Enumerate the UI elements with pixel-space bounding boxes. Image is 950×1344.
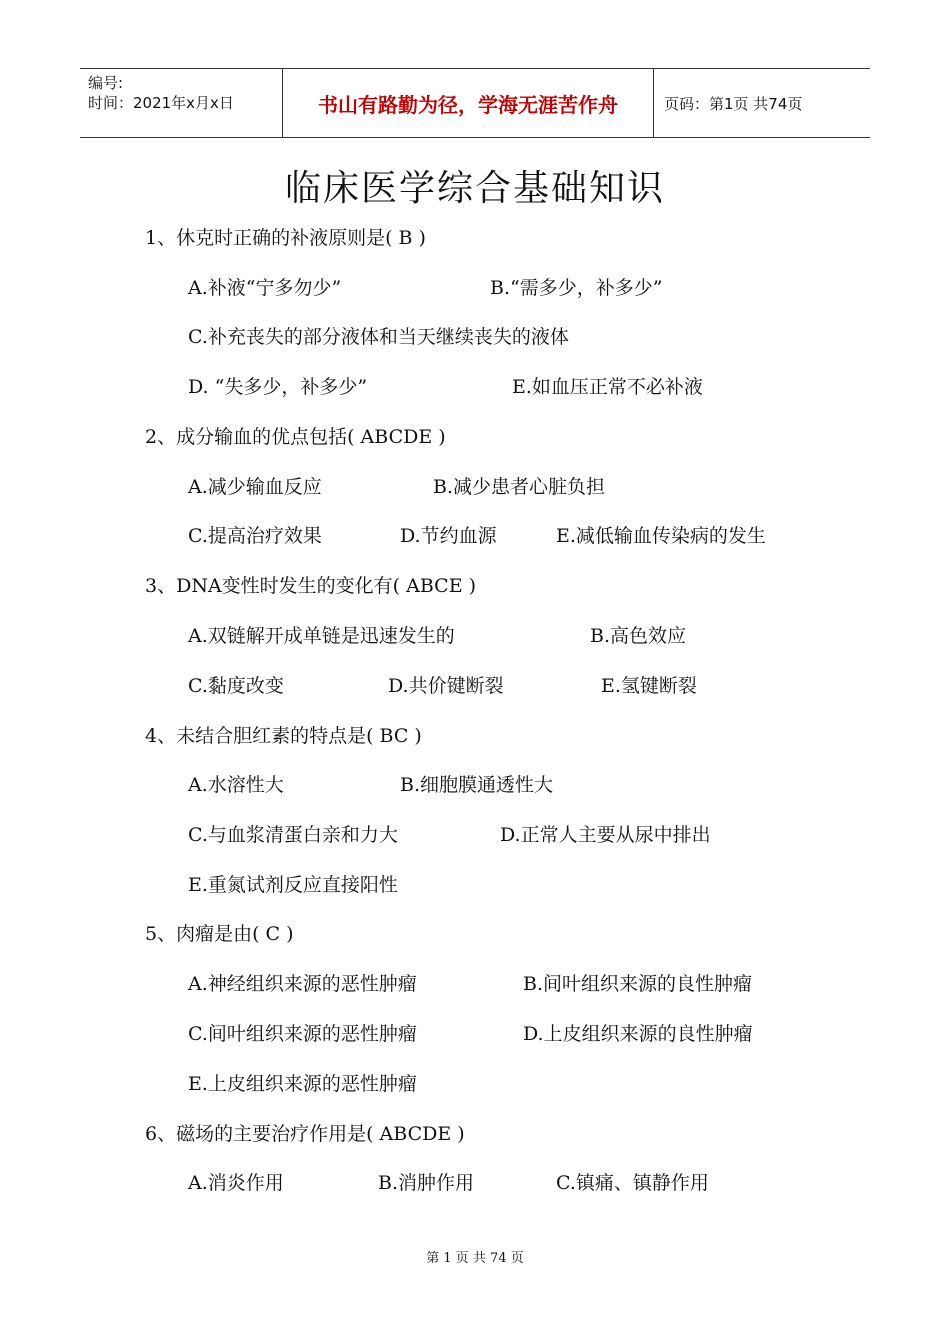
q1-option-e: E.如血压正常不必补液 <box>512 376 703 398</box>
q4-option-e: E.重氮试剂反应直接阳性 <box>188 874 398 896</box>
q5-option-a: A.神经组织来源的恶性肿瘤 <box>188 973 417 995</box>
q1-option-c: C.补充丧失的部分液体和当天继续丧失的液体 <box>188 326 569 348</box>
q3-option-a: A.双链解开成单链是迅速发生的 <box>188 625 455 647</box>
q4-option-a: A.水溶性大 <box>188 774 284 796</box>
q2-option-a: A.减少输血反应 <box>188 476 322 498</box>
q3-option-b: B.高色效应 <box>590 625 687 647</box>
q5-option-e: E.上皮组织来源的恶性肿瘤 <box>188 1073 417 1095</box>
q4-option-c: C.与血浆清蛋白亲和力大 <box>188 824 398 846</box>
q4-option-b: B.细胞膜通透性大 <box>400 774 554 796</box>
q2-option-c: C.提高治疗效果 <box>188 525 322 547</box>
q4-option-d: D.正常人主要从尿中排出 <box>500 824 711 846</box>
q2-option-e: E.减低输血传染病的发生 <box>556 525 766 547</box>
header-page-info: 页码：第1页 共74页 <box>664 94 803 113</box>
question-4: 4、未结合胆红素的特点是( BC ) <box>145 725 422 747</box>
question-3: 3、DNA变性时发生的变化有( ABCE ) <box>145 575 477 597</box>
header-motto: 书山有路勤为径，学海无涯苦作舟 <box>282 69 654 137</box>
question-5: 5、肉瘤是由( C ) <box>145 923 294 945</box>
page-footer: 第 1 页 共 74 页 <box>426 1251 524 1266</box>
q6-option-c: C.镇痛、镇静作用 <box>556 1172 709 1194</box>
q5-option-d: D.上皮组织来源的良性肿瘤 <box>523 1023 753 1045</box>
question-6: 6、磁场的主要治疗作用是( ABCDE ) <box>145 1123 465 1145</box>
q3-option-c: C.黏度改变 <box>188 675 284 697</box>
header-meta <box>80 69 282 137</box>
q5-option-c: C.间叶组织来源的恶性肿瘤 <box>188 1023 417 1045</box>
q3-option-e: E.氢键断裂 <box>601 675 697 697</box>
q1-option-a: A.补液“宁多勿少” <box>188 277 342 299</box>
number-label: 编号: <box>88 74 124 92</box>
time-label: 时间：2021年x月x日 <box>88 94 234 112</box>
page-header <box>80 68 870 138</box>
question-1: 1、休克时正确的补液原则是( B ) <box>145 227 426 249</box>
document-title: 临床医学综合基础知识 <box>284 168 665 209</box>
q1-option-b: B.“需多少，补多少” <box>490 277 663 299</box>
q1-option-d: D. “失多少，补多少” <box>188 376 368 398</box>
q2-option-d: D.节约血源 <box>400 525 497 547</box>
q5-option-b: B.间叶组织来源的良性肿瘤 <box>523 973 753 995</box>
q3-option-d: D.共价键断裂 <box>388 675 504 697</box>
q6-option-a: A.消炎作用 <box>188 1172 284 1194</box>
q2-option-b: B.减少患者心脏负担 <box>433 476 606 498</box>
q6-option-b: B.消肿作用 <box>378 1172 475 1194</box>
question-2: 2、成分输血的优点包括( ABCDE ) <box>145 426 446 448</box>
